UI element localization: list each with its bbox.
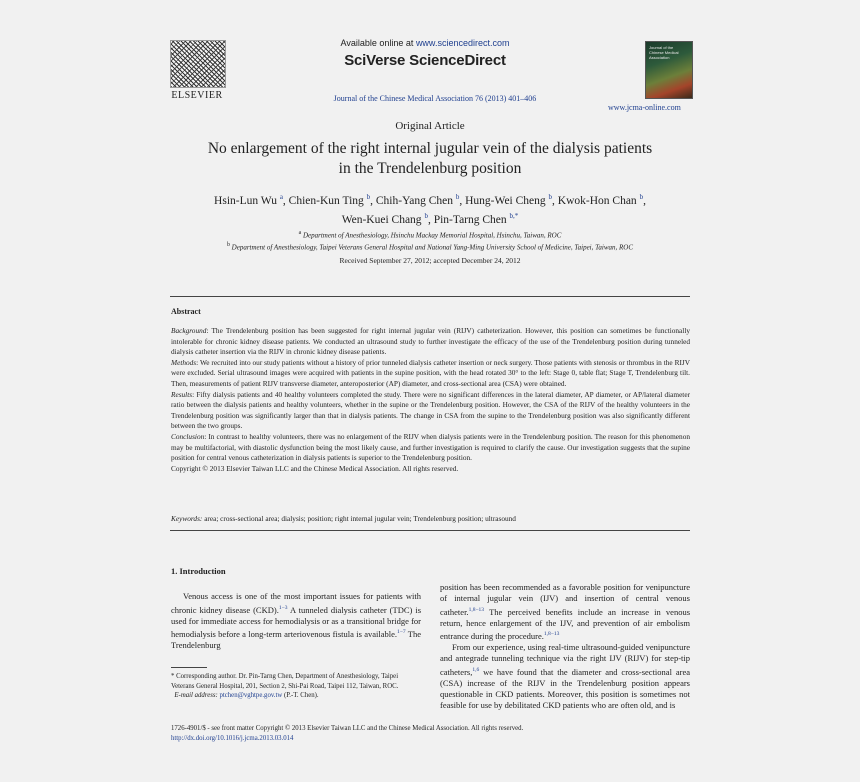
author[interactable]: Wen-Kuei Chang $^b$ (341, 211, 428, 226)
author[interactable]: Pin-Tarng Chen $^{b,*}$ (433, 211, 519, 226)
article-type: Original Article (395, 120, 465, 132)
footnote-rule (171, 667, 207, 668)
affiliation-a: $^a$ Department of Anesthesiology, Hsinchu Mackay Memorial Hospital, Hsinchu, Taiwan, ROC (298, 230, 562, 240)
author-list: Hsin-Lun Wu $^a$, Chien-Kun Ting $^b$, Chih-Yang Chen $^b$, Hung-Wei Cheng $^b$, Kwok-Hon Chan $^b$, Wen-Kuei Chang $^b$, Pin-Tarng Chen $^{b,*}$ (214, 193, 646, 226)
abstract-results: Results: Fifty dialysis patients and 40 healthy volunteers completed the study. There were no significant differences in the lateral diameter, AP diameter, or AP/lateral diameter ratio between the dialysis patients and healthy volunteers, whether in the supine or the Trendelenburg position. However, the CSA of the RIJV of the healthy volunteers in the Trendelenburg position was significantly larger than that in dialysis patients. The change in CSA from the supine to the Trendelenburg position was also significantly different between the two groups. (171, 389, 690, 431)
intro-paragraph-1: Venous access is one of the most important issues for patients with chronic kidney disease (CKD).$^{1-3}$ A tunneled dialysis catheter (TDC) is used for immediate access for hemodialysis or as a transitional bridge for hemodialysis before a long-term arteriovenous fistula is available.$^{1-7}$ The Trendelenburg (171, 591, 421, 651)
doi-link[interactable]: http://dx.doi.org/10.1016/j.jcma.2013.03.014 (171, 734, 294, 742)
elsevier-tree-icon (170, 40, 226, 88)
abstract-top-rule (170, 296, 690, 297)
elsevier-logo (170, 40, 224, 100)
author[interactable]: Chien-Kun Ting $^b$ (288, 193, 371, 207)
section-heading: 1. Introduction (171, 566, 226, 576)
abstract-heading: Abstract (171, 307, 201, 316)
intro-paragraph-2: From our experience, using real-time ultrasound-guided venipuncture and antegrade tunneling technique via the right IJV (RIJV) for step-tip catheters,$^{1,6}$ we have found that the diameter and cross-sectional area (CSA) increase of the RIJV in the Trendelenburg position appears questionable in CKD patients. Moreover, this position is sometimes not feasible for use by debilitated CKD patients who are often old, and is (440, 642, 690, 711)
issn-line: 1726-4901/$ - see front matter Copyright © 2013 Elsevier Taiwan LLC and the Chinese Medical Association. All rights reserved. (171, 725, 524, 732)
abstract-methods: Methods: We recruited into our study patients without a history of prior tunneled dialysis catheter insertion or neck surgery. Those patients with stenosis or thrombus in the RIJV were excluded. Serial ultrasound images were acquired with patients in the supine position, with the head rotated 30° to the left: Stage 0, table flat; Stage T, Trendelenburg tilt. Then, measurements of patient RIJV transverse diameter, anteroposterior (AP) diameter, and cross-sectional area (CSA) were obtained. (171, 357, 690, 388)
received-dates: Received September 27, 2012; accepted December 24, 2012 (339, 256, 521, 265)
journal-reference[interactable]: Journal of the Chinese Medical Association 76 (2013) 401–406 (333, 94, 537, 103)
citation[interactable]: 1,8−13 (543, 631, 560, 638)
cover-title: Journal of the Chinese Medical Association (649, 45, 679, 60)
elsevier-wordmark: ELSEVIER (171, 90, 223, 101)
citation[interactable]: 1,6 (472, 666, 480, 673)
available-prefix: Available online at (340, 38, 414, 48)
header-center (300, 38, 550, 69)
abstract-bottom-rule (170, 530, 690, 531)
sciverse-brand: SciVerse ScienceDirect (344, 52, 506, 69)
abstract-body (171, 326, 690, 474)
affiliations (170, 228, 690, 253)
abstract-copyright: Copyright © 2013 Elsevier Taiwan LLC and the Chinese Medical Association. All rights reserved. (171, 463, 459, 473)
body-left-column (171, 566, 421, 651)
availability-line (300, 38, 550, 48)
email-link[interactable]: ptchen@vghtpe.gov.tw (219, 692, 283, 700)
abstract-conclusion: Conclusion: In contrast to healthy volunteers, there was no enlargement of the RIJV when dialysis patients were in the Trendelenburg position. The reason for this phenomenon may be multifactorial, with diastolic dysfunction being the most likely cause, and further investigation is required to clarify the cause. Our investigation suggests that the supine position for central venous catheterization in dialysis patients is superior to the Trendelenburg position. (171, 431, 690, 463)
email-line: E-mail address: ptchen@vghtpe.gov.tw (P.-T. Chen). (174, 692, 319, 700)
abstract-background: Background: The Trendelenburg position has been suggested for right internal jugular vein (RIJV) catheterization. However, this position can sometimes be functionally intolerable for chronic kidney disease patients. We conducted an ultrasound study to further investigate the efficacy of the use of the Trendelenburg position during tunneled dialysis catheter insertion via the RIJV in chronic kidney disease patients. (171, 326, 690, 357)
keywords-label: Keywords: (171, 514, 203, 523)
title-line-1: No enlargement of the right internal jugular vein of the dialysis patients (207, 140, 653, 157)
author[interactable]: Hung-Wei Cheng $^b$ (465, 193, 553, 207)
keywords-text: area; cross-sectional area; dialysis; position; right internal jugular vein; Trendelenburg position; ultrasound (204, 514, 516, 523)
corresponding-footnote (171, 672, 421, 701)
article-title (170, 139, 690, 179)
corresponding-author: * Corresponding author. Dr. Pin-Tarng Chen, Department of Anesthesiology, Taipei Veterans General Hospital, 201, Section 2, Shi-Pai Road, Taipei 112, Taiwan, ROC. (171, 673, 399, 690)
affiliation-b: $^b$ Department of Anesthesiology, Taipei Veterans General Hospital and National Yang-Ming University School of Medicine, Taipei, Taiwan, ROC (227, 242, 633, 252)
author[interactable]: Chih-Yang Chen $^b$ (375, 193, 460, 207)
author[interactable]: Hsin-Lun Wu $^a$ (214, 193, 283, 207)
author[interactable]: Kwok-Hon Chan $^b$ (557, 193, 644, 207)
journal-cover-image (645, 41, 693, 99)
intro-paragraph-1-cont: position has been recommended as a favorable position for venipuncture of internal jugular vein (IJV) and insertion of central venous catheter.$^{1,8-13}$ The perceived benefits include an increase in venous return, hence enlargement of the IJV, and prevention of air embolism entrance during the procedure.$^{1,8-13}$ (440, 582, 690, 641)
journal-site-link[interactable]: www.jcma-online.com (608, 103, 681, 112)
citation[interactable]: 1−7 (397, 629, 406, 636)
citation[interactable]: 1,8−13 (468, 606, 485, 613)
body-right-column (440, 582, 690, 712)
sciencedirect-link[interactable]: www.sciencedirect.com (415, 38, 510, 48)
page-footer (171, 724, 691, 743)
keywords (171, 514, 690, 523)
citation[interactable]: 1−3 (278, 604, 288, 611)
title-line-2: in the Trendelenburg position (338, 160, 522, 177)
